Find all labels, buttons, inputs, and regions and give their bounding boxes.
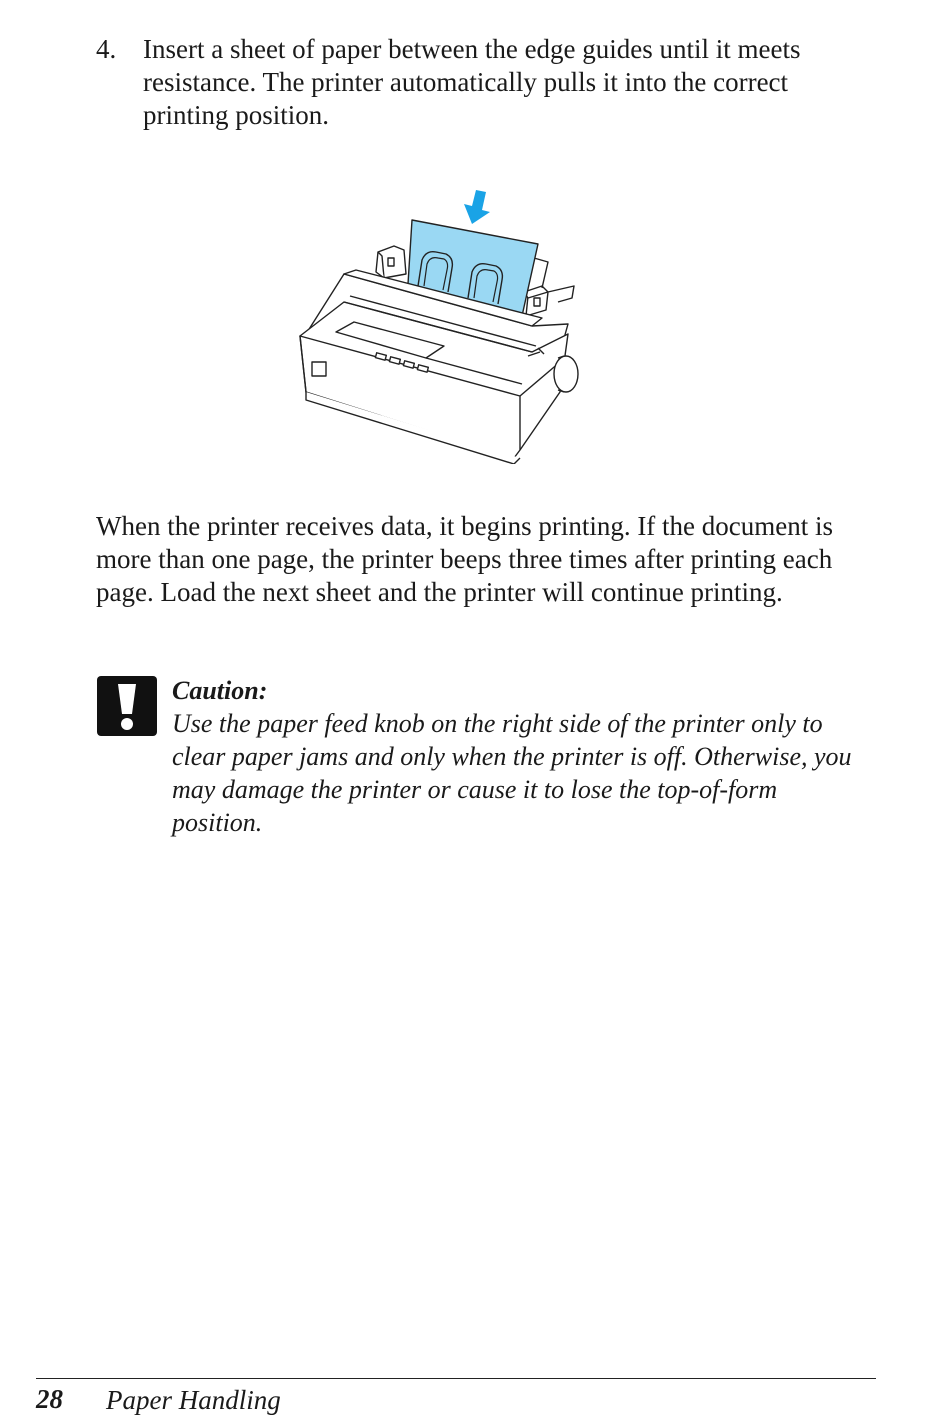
printer-illustration	[296, 186, 596, 464]
exclamation-icon	[97, 676, 157, 736]
step-4	[96, 33, 876, 132]
footer-section-title: Paper Handling	[106, 1385, 281, 1415]
body-paragraph: When the printer receives data, it begins printing. If the document is more than one page, the printer beeps three times after printing each page. Load the next sheet and the printer will continue printing.	[96, 511, 834, 607]
caution-title: Caution:	[172, 676, 268, 705]
step-text: Insert a sheet of paper between the edge guides until it meets resistance. The printer automatically pulls it into the correct printing position.	[143, 34, 801, 130]
step-number: 4.	[96, 34, 117, 64]
caution-text: Use the paper feed knob on the right side of the printer only to clear paper jams and only when the printer is off. Otherwise, you may damage the printer or cause it to lose the top-of-form position.	[172, 709, 852, 837]
insert-arrow-icon	[464, 190, 490, 224]
footer-divider	[36, 1378, 876, 1379]
caution-note	[172, 674, 872, 839]
page-number: 28	[36, 1384, 63, 1414]
